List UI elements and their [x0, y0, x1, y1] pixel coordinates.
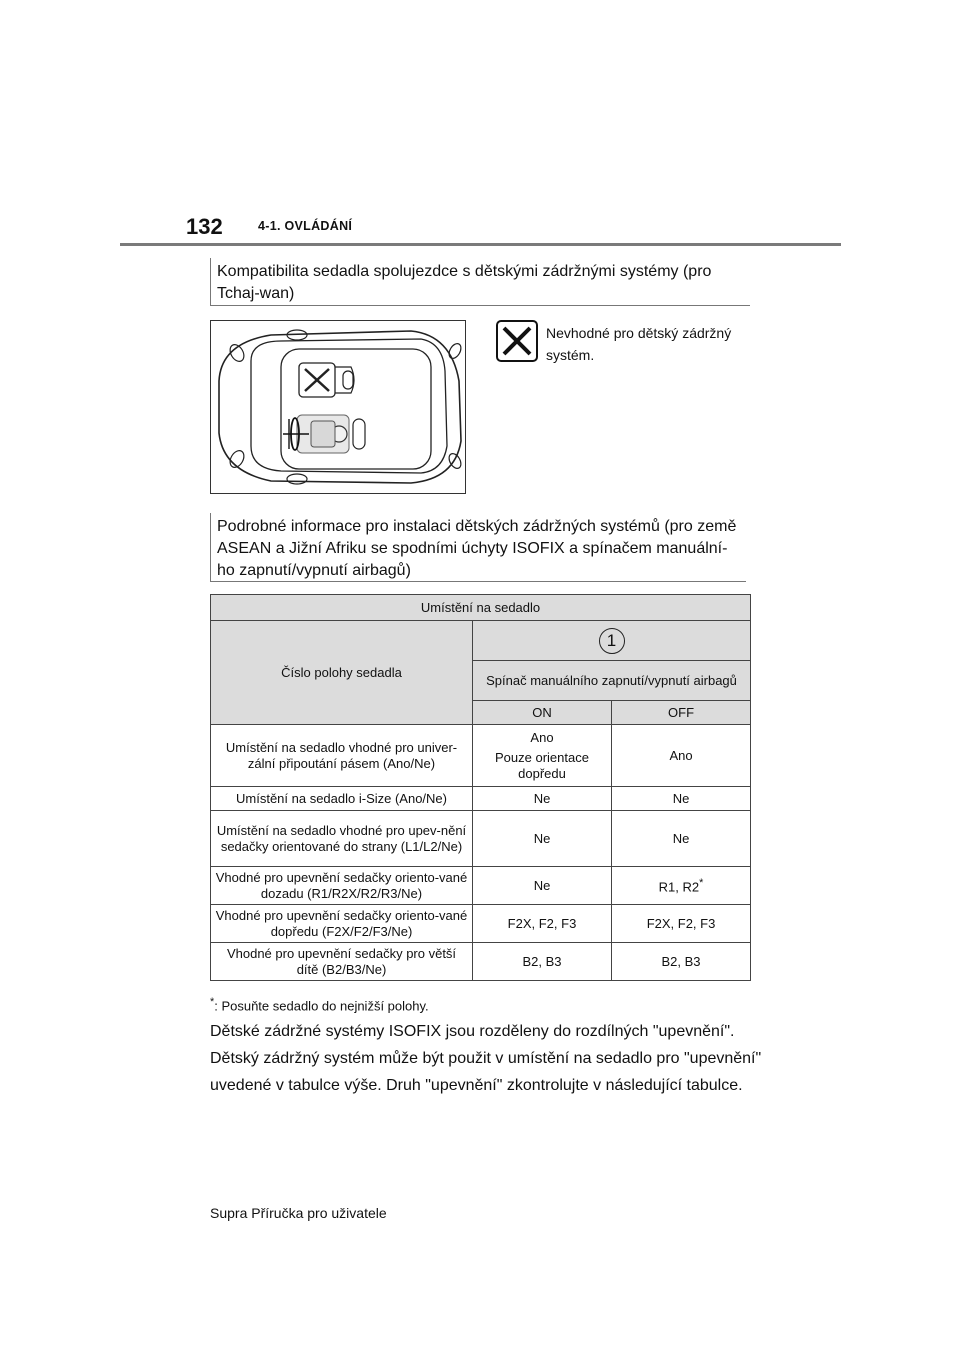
- header-divider: [120, 243, 841, 246]
- seat-position-label: Číslo polohy sedadla: [211, 621, 473, 725]
- row-off-value-text: R1, R2: [658, 879, 700, 895]
- row-label: Vhodné pro upevnění sedačky oriento-vané dozadu (R1/R2X/R2/R3/Ne): [211, 867, 473, 905]
- row-off-value: F2X, F2, F3: [612, 905, 751, 943]
- heading-isofix-details: Podrobné informace pro instalaci dětských zádržných systémů (pro země ASEAN a Jižní Afriku se spodními úchyty ISOFIX a spínačem manuální-ho zapnutí/vypnutí airbagů): [210, 513, 746, 582]
- footnote-mark: *: [210, 996, 215, 1008]
- airbag-on-header: ON: [473, 701, 612, 725]
- footnote: [210, 996, 429, 1013]
- table-top-header: Umístění na sedadlo: [211, 595, 751, 621]
- row-off-value: Ne: [612, 811, 751, 867]
- page-number: 132: [186, 214, 223, 239]
- row-on-value: F2X, F2, F3: [473, 905, 612, 943]
- row-on-value: [473, 725, 612, 787]
- row-off-value: [612, 867, 751, 905]
- seat-position-number-cell: [473, 621, 751, 661]
- table-row: [211, 943, 751, 981]
- page-footer: Supra Příručka pro uživatele: [210, 1205, 387, 1221]
- row-label: Umístění na sedadlo i-Size (Ano/Ne): [211, 787, 473, 811]
- row-label: Vhodné pro upevnění sedačky pro větší dítě (B2/B3/Ne): [211, 943, 473, 981]
- isofix-compat-table: [210, 594, 751, 981]
- row-label: Vhodné pro upevnění sedačky oriento-vané dopředu (F2X/F2/F3/Ne): [211, 905, 473, 943]
- row-on-value: Ne: [473, 867, 612, 905]
- row-on-value: Ne: [473, 787, 612, 811]
- row-label: Umístění na sedadlo vhodné pro univer-zální připoutání pásem (Ano/Ne): [211, 725, 473, 787]
- row-on-value: B2, B3: [473, 943, 612, 981]
- table-row: [211, 811, 751, 867]
- row-label: Umístění na sedadlo vhodné pro upev-nění sedačky orientované do strany (L1/L2/Ne): [211, 811, 473, 867]
- row-on-value-line2: Pouze orientace dopředu: [495, 749, 589, 781]
- table-row: [211, 787, 751, 811]
- cross-box-icon: [496, 320, 538, 362]
- airbag-switch-header: Spínač manuálního zapnutí/vypnutí airbagů: [473, 661, 751, 701]
- body-paragraph: Dětské zádržné systémy ISOFIX jsou rozděleny do rozdílných "upevnění". Dětský zádržný systém může být použit v umístění na sedadlo pro "upevnění" uvedené v tabulce výše. Druh "upevnění" zkontrolujte v následující tabulce.: [210, 1023, 762, 1094]
- airbag-off-header: OFF: [612, 701, 751, 725]
- heading-taiwan-compat: Kompatibilita sedadla spolujezdce s dětskými zádržnými systémy (pro Tchaj-wan): [210, 258, 750, 306]
- row-off-value: Ano: [612, 725, 751, 787]
- table-row: [211, 867, 751, 905]
- footnote-text: : Posuňte sedadlo do nejnižší polohy.: [214, 998, 429, 1014]
- legend-text: Nevhodné pro dětský zádržný systém.: [546, 325, 732, 363]
- row-on-value-line1: Ano: [530, 729, 554, 745]
- car-seat-diagram: [210, 320, 466, 494]
- row-on-value: Ne: [473, 811, 612, 867]
- footnote-marker: *: [699, 877, 704, 890]
- table-row: [211, 905, 751, 943]
- section-title: 4-1. OVLÁDÁNÍ: [258, 219, 353, 233]
- car-outline-illustration: [211, 321, 464, 492]
- row-off-value: Ne: [612, 787, 751, 811]
- table-row: [211, 725, 751, 787]
- row-off-value: B2, B3: [612, 943, 751, 981]
- seat-number-badge: 1: [599, 628, 625, 654]
